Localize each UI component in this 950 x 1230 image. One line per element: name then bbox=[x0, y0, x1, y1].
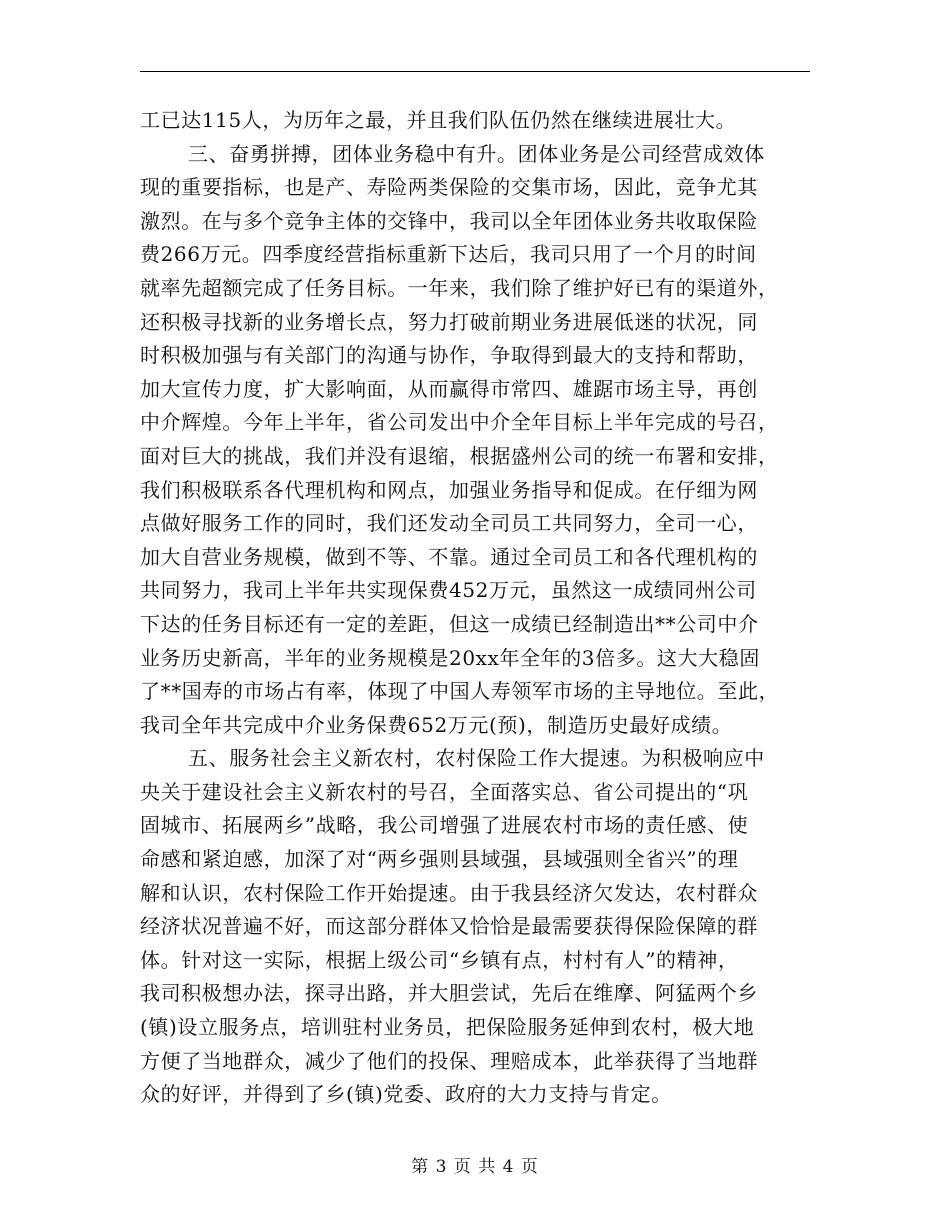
text-line: 固城市、拓展两乡”战略，我公司增强了进展农村市场的责任感、使 bbox=[140, 813, 749, 838]
text-line: 中介辉煌。今年上半年，省公司发出中介全年目标上半年完成的号召， bbox=[140, 410, 779, 435]
text-line: 面对巨大的挑战，我们并没有退缩，根据盛州公司的统一布署和安排， bbox=[140, 443, 779, 468]
text-line: (镇)设立服务点，培训驻村业务员，把保险服务延伸到农村，极大地 bbox=[140, 1015, 755, 1040]
text-line: 五、服务社会主义新农村，农村保险工作大提速。为积极响应中 bbox=[188, 746, 765, 771]
text-line: 体。针对这一实际，根据上级公司“乡镇有点，村村有人”的精神， bbox=[140, 947, 739, 972]
text-line: 央关于建设社会主义新农村的号召，全面落实总、省公司提出的“巩 bbox=[140, 779, 749, 804]
text-line: 业务历史新高，半年的业务规模是20xx年全年的3倍多。这大大稳固 bbox=[140, 645, 760, 670]
text-line: 现的重要指标，也是产、寿险两类保险的交集市场，因此，竞争尤其 bbox=[140, 175, 758, 200]
header-rule bbox=[140, 71, 810, 72]
text-line: 众的好评，并得到了乡(镇)党委、政府的大力支持与肯定。 bbox=[140, 1082, 672, 1107]
text-line: 下达的任务目标还有一定的差距，但这一成绩已经制造出**公司中介 bbox=[140, 611, 759, 636]
text-line: 工已达115人，为历年之最，并且我们队伍仍然在继续进展壮大。 bbox=[140, 108, 737, 132]
text-line: 了**国寿的市场占有率，体现了中国人寿领军市场的主导地位。至此， bbox=[140, 679, 780, 704]
text-line: 方便了当地群众，减少了他们的投保、理赔成本，此举获得了当地群 bbox=[140, 1048, 758, 1073]
text-line: 命感和紧迫感，加深了对“两乡强则县域强，县域强则全省兴”的理 bbox=[140, 847, 739, 872]
text-line: 加大宣传力度，扩大影响面，从而赢得市常四、雄踞市场主导，再创 bbox=[140, 376, 758, 401]
text-line: 费266万元。四季度经营指标重新下达后，我司只用了一个月的时间 bbox=[140, 242, 757, 267]
text-line: 还积极寻找新的业务增长点，努力打破前期业务进展低迷的状况，同 bbox=[140, 309, 758, 334]
text-line: 三、奋勇拼搏，团体业务稳中有升。团体业务是公司经营成效体 bbox=[188, 141, 765, 166]
text-line: 加大自营业务规模，做到不等、不靠。通过全司员工和各代理机构的 bbox=[140, 544, 758, 569]
text-line: 解和认识，农村保险工作开始提速。由于我县经济欠发达，农村群众 bbox=[140, 880, 758, 905]
text-line: 我司全年共完成中介业务保费652万元(预)，制造历史最好成绩。 bbox=[140, 712, 733, 737]
text-line: 激烈。在与多个竞争主体的交锋中，我司以全年团体业务共收取保险 bbox=[140, 208, 758, 233]
text-line: 我们积极联系各代理机构和网点，加强业务指导和促成。在仔细为网 bbox=[140, 477, 758, 502]
text-line: 点做好服务工作的同时，我们还发动全司员工共同努力，全司一心， bbox=[140, 511, 758, 536]
page-number-footer: 第 3 页 共 4 页 bbox=[411, 1157, 539, 1177]
text-line: 就率先超额完成了任务目标。一年来，我们除了维护好已有的渠道外， bbox=[140, 275, 779, 300]
text-line: 共同努力，我司上半年共实现保费452万元，虽然这一成绩同州公司 bbox=[140, 578, 757, 603]
text-line: 经济状况普遍不好，而这部分群体又恰恰是最需要获得保险保障的群 bbox=[140, 914, 758, 939]
body-text bbox=[140, 104, 810, 1112]
text-line: 我司积极想办法，探寻出路，并大胆尝试，先后在维摩、阿猛两个乡 bbox=[140, 981, 758, 1006]
text-line: 时积极加强与有关部门的沟通与协作，争取得到最大的支持和帮助， bbox=[140, 343, 758, 368]
